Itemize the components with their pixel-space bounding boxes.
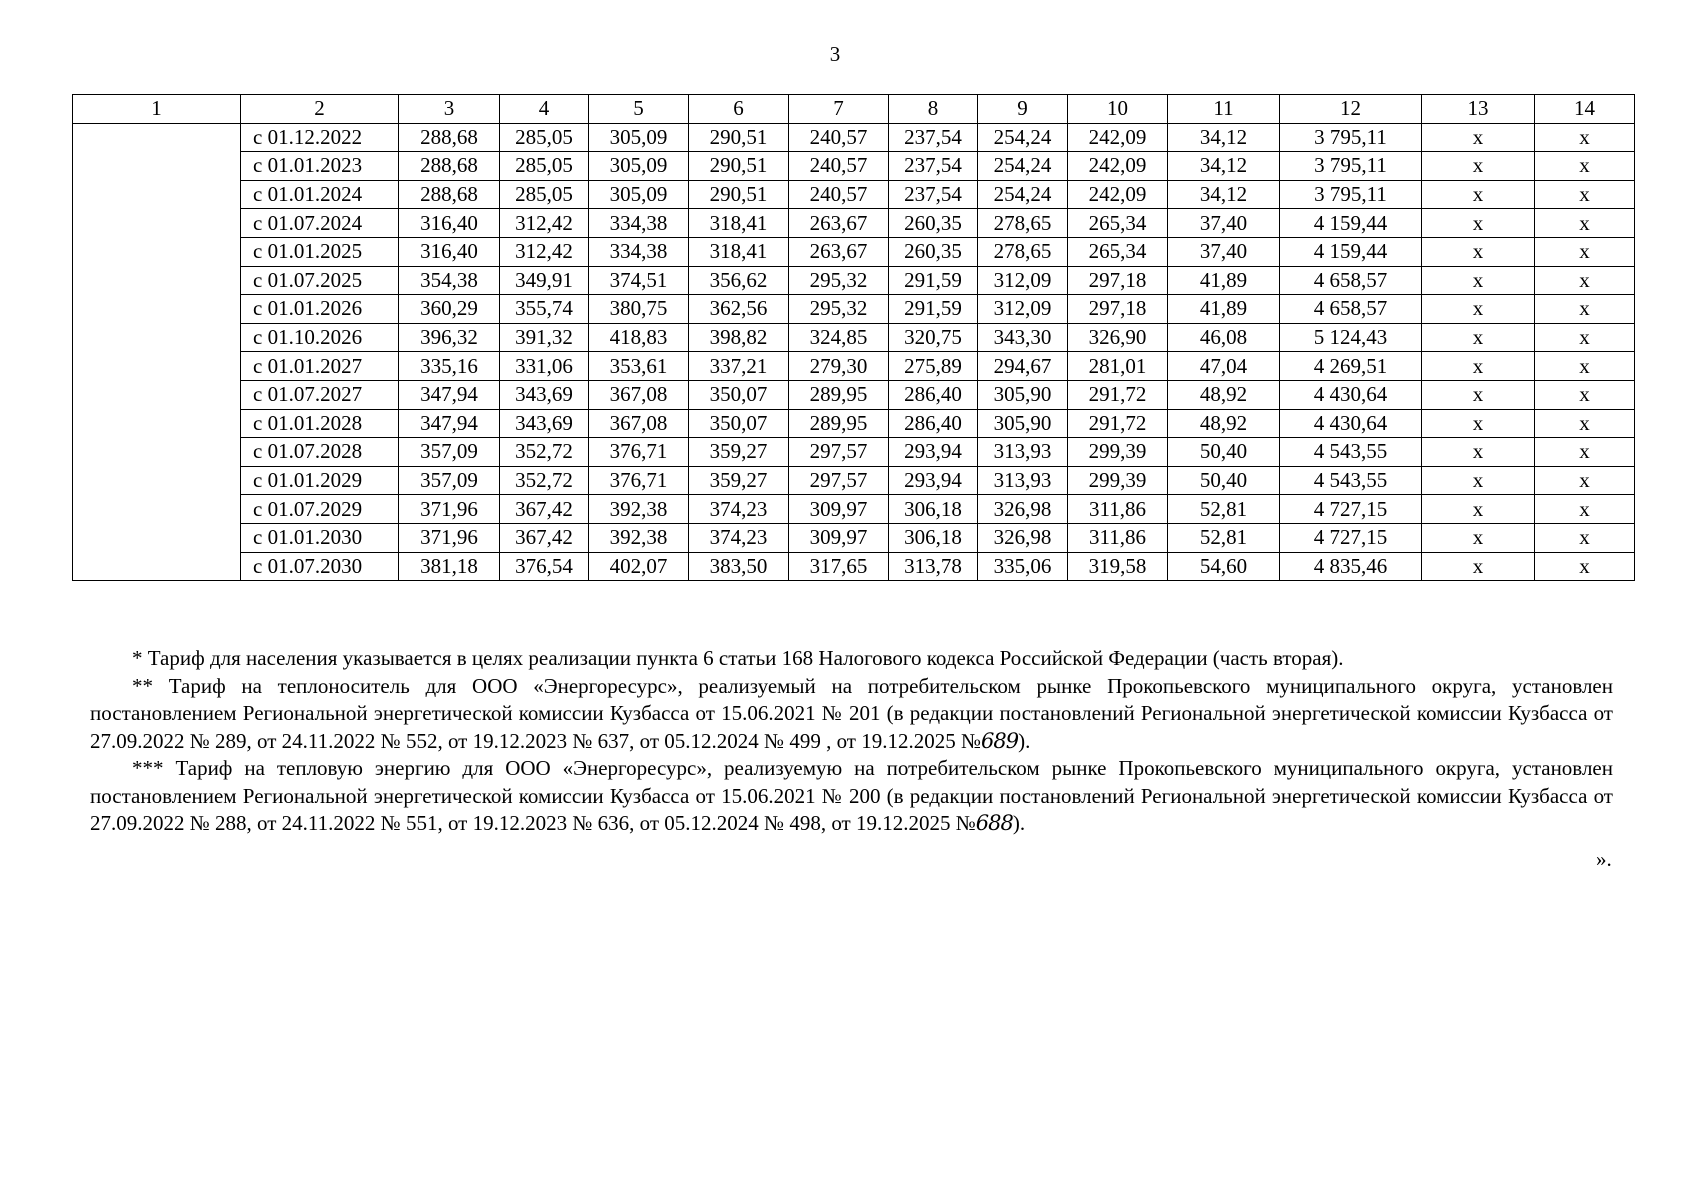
value-cell: 354,38 xyxy=(399,266,500,295)
value-cell: x xyxy=(1422,323,1535,352)
value-cell: 294,67 xyxy=(978,352,1068,381)
value-cell: 305,90 xyxy=(978,380,1068,409)
value-cell: x xyxy=(1422,495,1535,524)
table-row xyxy=(73,123,1635,152)
column-header: 5 xyxy=(589,95,689,124)
value-cell: 317,65 xyxy=(789,552,889,581)
value-cell: 356,62 xyxy=(689,266,789,295)
value-cell: x xyxy=(1422,409,1535,438)
column-header: 3 xyxy=(399,95,500,124)
column-header: 14 xyxy=(1535,95,1635,124)
table-row xyxy=(73,295,1635,324)
value-cell: 350,07 xyxy=(689,380,789,409)
value-cell: 288,68 xyxy=(399,152,500,181)
value-cell: 4 430,64 xyxy=(1280,380,1422,409)
table-row xyxy=(73,523,1635,552)
value-cell: 313,78 xyxy=(889,552,978,581)
column-header: 13 xyxy=(1422,95,1535,124)
value-cell: 331,06 xyxy=(500,352,589,381)
value-cell: x xyxy=(1422,209,1535,238)
value-cell: 367,08 xyxy=(589,409,689,438)
value-cell: 359,27 xyxy=(689,438,789,467)
value-cell: 316,40 xyxy=(399,237,500,266)
value-cell: x xyxy=(1535,409,1635,438)
value-cell: 263,67 xyxy=(789,237,889,266)
value-cell: 326,98 xyxy=(978,495,1068,524)
value-cell: 295,32 xyxy=(789,295,889,324)
table-row xyxy=(73,466,1635,495)
table-row xyxy=(73,237,1635,266)
value-cell: 4 430,64 xyxy=(1280,409,1422,438)
value-cell: 237,54 xyxy=(889,123,978,152)
value-cell: 260,35 xyxy=(889,209,978,238)
value-cell: 305,09 xyxy=(589,152,689,181)
value-cell: x xyxy=(1535,237,1635,266)
value-cell: 293,94 xyxy=(889,466,978,495)
value-cell: 334,38 xyxy=(589,237,689,266)
value-cell: 34,12 xyxy=(1168,123,1280,152)
value-cell: x xyxy=(1422,295,1535,324)
value-cell: 240,57 xyxy=(789,152,889,181)
value-cell: 3 795,11 xyxy=(1280,123,1422,152)
value-cell: 4 269,51 xyxy=(1280,352,1422,381)
value-cell: 374,23 xyxy=(689,495,789,524)
value-cell: 343,30 xyxy=(978,323,1068,352)
value-cell: 318,41 xyxy=(689,237,789,266)
value-cell: x xyxy=(1422,266,1535,295)
value-cell: x xyxy=(1535,552,1635,581)
value-cell: 311,86 xyxy=(1068,523,1168,552)
value-cell: 355,74 xyxy=(500,295,589,324)
column-header: 7 xyxy=(789,95,889,124)
value-cell: x xyxy=(1535,495,1635,524)
value-cell: 288,68 xyxy=(399,123,500,152)
value-cell: x xyxy=(1422,180,1535,209)
handwritten-number: 689 xyxy=(981,728,1019,753)
value-cell: 48,92 xyxy=(1168,380,1280,409)
period-cell: с 01.01.2024 xyxy=(241,180,399,209)
value-cell: 242,09 xyxy=(1068,152,1168,181)
value-cell: 374,23 xyxy=(689,523,789,552)
value-cell: 326,90 xyxy=(1068,323,1168,352)
value-cell: 352,72 xyxy=(500,438,589,467)
value-cell: 391,32 xyxy=(500,323,589,352)
table-row xyxy=(73,266,1635,295)
value-cell: 360,29 xyxy=(399,295,500,324)
value-cell: 237,54 xyxy=(889,180,978,209)
value-cell: x xyxy=(1422,352,1535,381)
value-cell: x xyxy=(1535,152,1635,181)
value-cell: 52,81 xyxy=(1168,495,1280,524)
value-cell: 380,75 xyxy=(589,295,689,324)
period-cell: с 01.01.2029 xyxy=(241,466,399,495)
value-cell: x xyxy=(1535,523,1635,552)
value-cell: 50,40 xyxy=(1168,438,1280,467)
value-cell: 290,51 xyxy=(689,123,789,152)
value-cell: 305,90 xyxy=(978,409,1068,438)
value-cell: 4 727,15 xyxy=(1280,495,1422,524)
handwritten-number: 688 xyxy=(975,811,1013,835)
value-cell: x xyxy=(1422,466,1535,495)
value-cell: 305,09 xyxy=(589,123,689,152)
value-cell: x xyxy=(1535,438,1635,467)
closing-quote: ». xyxy=(1596,847,1612,871)
value-cell: 265,34 xyxy=(1068,209,1168,238)
value-cell: 376,71 xyxy=(589,438,689,467)
value-cell: 291,59 xyxy=(889,295,978,324)
period-cell: с 01.01.2026 xyxy=(241,295,399,324)
value-cell: 240,57 xyxy=(789,123,889,152)
value-cell: 290,51 xyxy=(689,152,789,181)
period-cell: с 01.10.2026 xyxy=(241,323,399,352)
value-cell: 37,40 xyxy=(1168,209,1280,238)
value-cell: 311,86 xyxy=(1068,495,1168,524)
value-cell: 275,89 xyxy=(889,352,978,381)
value-cell: 4 543,55 xyxy=(1280,466,1422,495)
value-cell: x xyxy=(1535,466,1635,495)
value-cell: 299,39 xyxy=(1068,438,1168,467)
value-cell: 324,85 xyxy=(789,323,889,352)
value-cell: x xyxy=(1422,380,1535,409)
column-header: 12 xyxy=(1280,95,1422,124)
value-cell: 392,38 xyxy=(589,495,689,524)
value-cell: 297,18 xyxy=(1068,295,1168,324)
period-cell: с 01.07.2027 xyxy=(241,380,399,409)
value-cell: 286,40 xyxy=(889,409,978,438)
value-cell: 48,92 xyxy=(1168,409,1280,438)
value-cell: 337,21 xyxy=(689,352,789,381)
value-cell: 299,39 xyxy=(1068,466,1168,495)
value-cell: 263,67 xyxy=(789,209,889,238)
value-cell: 4 159,44 xyxy=(1280,237,1422,266)
value-cell: 313,93 xyxy=(978,466,1068,495)
value-cell: 297,18 xyxy=(1068,266,1168,295)
footnote-heat-carrier-tariff: ** Тариф на теплоноситель для ООО «Энергоресурс», реализуемый на потребительском рынке Прокопьевского муниципального округа, установлен постановлением Региональной энергетической комиссии Кузбасса от 15.06.2021 № 201 (в редакции постановлений Региональной энергетической комиссии Кузбасса от 27.09.2022 № 289, от 24.11.2022 № 552, от 19.12.2023 № 637, от 05.12.2024 № 499 , от 19.12.2025 №689). xyxy=(90,673,1613,753)
value-cell: 3 795,11 xyxy=(1280,180,1422,209)
column-header: 2 xyxy=(241,95,399,124)
value-cell: 320,75 xyxy=(889,323,978,352)
value-cell: 4 658,57 xyxy=(1280,295,1422,324)
value-cell: 326,98 xyxy=(978,523,1068,552)
value-cell: x xyxy=(1422,123,1535,152)
value-cell: 286,40 xyxy=(889,380,978,409)
value-cell: x xyxy=(1422,152,1535,181)
value-cell: 398,82 xyxy=(689,323,789,352)
table-row xyxy=(73,552,1635,581)
merged-column-1-cell xyxy=(73,123,241,581)
value-cell: 371,96 xyxy=(399,495,500,524)
value-cell: 367,08 xyxy=(589,380,689,409)
period-cell: с 01.01.2027 xyxy=(241,352,399,381)
value-cell: 316,40 xyxy=(399,209,500,238)
value-cell: 313,93 xyxy=(978,438,1068,467)
value-cell: 237,54 xyxy=(889,152,978,181)
value-cell: 279,30 xyxy=(789,352,889,381)
value-cell: 242,09 xyxy=(1068,180,1168,209)
value-cell: 343,69 xyxy=(500,380,589,409)
value-cell: 41,89 xyxy=(1168,295,1280,324)
value-cell: 260,35 xyxy=(889,237,978,266)
value-cell: 396,32 xyxy=(399,323,500,352)
value-cell: 349,91 xyxy=(500,266,589,295)
table-row xyxy=(73,438,1635,467)
value-cell: x xyxy=(1422,237,1535,266)
value-cell: 4 835,46 xyxy=(1280,552,1422,581)
tariff-table xyxy=(72,94,1635,581)
table-header-row xyxy=(73,95,1635,124)
value-cell: 254,24 xyxy=(978,180,1068,209)
value-cell: x xyxy=(1535,295,1635,324)
value-cell: 376,71 xyxy=(589,466,689,495)
value-cell: 383,50 xyxy=(689,552,789,581)
period-cell: с 01.07.2025 xyxy=(241,266,399,295)
value-cell: 240,57 xyxy=(789,180,889,209)
value-cell: 312,09 xyxy=(978,295,1068,324)
column-header: 4 xyxy=(500,95,589,124)
column-header: 8 xyxy=(889,95,978,124)
period-cell: с 01.01.2030 xyxy=(241,523,399,552)
value-cell: 285,05 xyxy=(500,123,589,152)
value-cell: 291,72 xyxy=(1068,409,1168,438)
value-cell: 295,32 xyxy=(789,266,889,295)
value-cell: x xyxy=(1535,209,1635,238)
value-cell: 318,41 xyxy=(689,209,789,238)
footnote-population-tariff: * Тариф для населения указывается в целях реализации пункта 6 статьи 168 Налогового кодекса Российской Федерации (часть вторая). xyxy=(132,646,1344,670)
value-cell: 306,18 xyxy=(889,523,978,552)
value-cell: 343,69 xyxy=(500,409,589,438)
value-cell: x xyxy=(1535,352,1635,381)
value-cell: 335,16 xyxy=(399,352,500,381)
value-cell: x xyxy=(1535,180,1635,209)
value-cell: 392,38 xyxy=(589,523,689,552)
column-header: 6 xyxy=(689,95,789,124)
value-cell: 254,24 xyxy=(978,152,1068,181)
value-cell: 297,57 xyxy=(789,466,889,495)
value-cell: 281,01 xyxy=(1068,352,1168,381)
value-cell: 376,54 xyxy=(500,552,589,581)
value-cell: 52,81 xyxy=(1168,523,1280,552)
table-row xyxy=(73,152,1635,181)
value-cell: 371,96 xyxy=(399,523,500,552)
table-row xyxy=(73,380,1635,409)
column-header: 10 xyxy=(1068,95,1168,124)
value-cell: 305,09 xyxy=(589,180,689,209)
value-cell: 41,89 xyxy=(1168,266,1280,295)
footnotes xyxy=(90,645,1613,838)
value-cell: 254,24 xyxy=(978,123,1068,152)
table-row xyxy=(73,209,1635,238)
value-cell: 289,95 xyxy=(789,380,889,409)
value-cell: 357,09 xyxy=(399,438,500,467)
table-row xyxy=(73,495,1635,524)
period-cell: с 01.12.2022 xyxy=(241,123,399,152)
value-cell: 309,97 xyxy=(789,495,889,524)
value-cell: 350,07 xyxy=(689,409,789,438)
value-cell: 353,61 xyxy=(589,352,689,381)
value-cell: 288,68 xyxy=(399,180,500,209)
value-cell: 265,34 xyxy=(1068,237,1168,266)
value-cell: 297,57 xyxy=(789,438,889,467)
value-cell: 347,94 xyxy=(399,409,500,438)
value-cell: 347,94 xyxy=(399,380,500,409)
value-cell: x xyxy=(1422,552,1535,581)
value-cell: 319,58 xyxy=(1068,552,1168,581)
value-cell: 334,38 xyxy=(589,209,689,238)
period-cell: с 01.07.2030 xyxy=(241,552,399,581)
value-cell: 4 543,55 xyxy=(1280,438,1422,467)
value-cell: 402,07 xyxy=(589,552,689,581)
value-cell: 37,40 xyxy=(1168,237,1280,266)
value-cell: 352,72 xyxy=(500,466,589,495)
period-cell: с 01.01.2028 xyxy=(241,409,399,438)
value-cell: 54,60 xyxy=(1168,552,1280,581)
column-header: 1 xyxy=(73,95,241,124)
value-cell: 4 727,15 xyxy=(1280,523,1422,552)
value-cell: 367,42 xyxy=(500,523,589,552)
value-cell: 309,97 xyxy=(789,523,889,552)
table-row xyxy=(73,323,1635,352)
value-cell: 34,12 xyxy=(1168,180,1280,209)
value-cell: 285,05 xyxy=(500,152,589,181)
period-cell: с 01.01.2025 xyxy=(241,237,399,266)
value-cell: 291,59 xyxy=(889,266,978,295)
value-cell: x xyxy=(1535,123,1635,152)
value-cell: 34,12 xyxy=(1168,152,1280,181)
value-cell: x xyxy=(1422,523,1535,552)
value-cell: 418,83 xyxy=(589,323,689,352)
value-cell: 359,27 xyxy=(689,466,789,495)
value-cell: 3 795,11 xyxy=(1280,152,1422,181)
value-cell: 290,51 xyxy=(689,180,789,209)
period-cell: с 01.07.2029 xyxy=(241,495,399,524)
value-cell: x xyxy=(1535,323,1635,352)
value-cell: 312,09 xyxy=(978,266,1068,295)
page-number: 3 xyxy=(829,42,841,66)
value-cell: 357,09 xyxy=(399,466,500,495)
value-cell: 335,06 xyxy=(978,552,1068,581)
column-header: 9 xyxy=(978,95,1068,124)
value-cell: 374,51 xyxy=(589,266,689,295)
value-cell: 242,09 xyxy=(1068,123,1168,152)
value-cell: 47,04 xyxy=(1168,352,1280,381)
value-cell: 291,72 xyxy=(1068,380,1168,409)
value-cell: 312,42 xyxy=(500,237,589,266)
value-cell: 362,56 xyxy=(689,295,789,324)
value-cell: 381,18 xyxy=(399,552,500,581)
value-cell: 4 658,57 xyxy=(1280,266,1422,295)
period-cell: с 01.07.2028 xyxy=(241,438,399,467)
value-cell: 306,18 xyxy=(889,495,978,524)
column-header: 11 xyxy=(1168,95,1280,124)
value-cell: 50,40 xyxy=(1168,466,1280,495)
value-cell: 46,08 xyxy=(1168,323,1280,352)
period-cell: с 01.01.2023 xyxy=(241,152,399,181)
value-cell: 285,05 xyxy=(500,180,589,209)
footnote-heat-energy-tariff: *** Тариф на тепловую энергию для ООО «Энергоресурс», реализуемую на потребительском рынке Прокопьевского муниципального округа, установлен постановлением Региональной энергетической комиссии Кузбасса от 15.06.2021 № 200 (в редакции постановлений Региональной энергетической комиссии Кузбасса от 27.09.2022 № 288, от 24.11.2022 № 551, от 19.12.2023 № 636, от 05.12.2024 № 498, от 19.12.2025 №688). xyxy=(90,756,1613,835)
table-row xyxy=(73,409,1635,438)
value-cell: x xyxy=(1422,438,1535,467)
value-cell: x xyxy=(1535,380,1635,409)
table-row xyxy=(73,180,1635,209)
value-cell: 278,65 xyxy=(978,237,1068,266)
table-row xyxy=(73,352,1635,381)
value-cell: 312,42 xyxy=(500,209,589,238)
value-cell: 293,94 xyxy=(889,438,978,467)
value-cell: 289,95 xyxy=(789,409,889,438)
period-cell: с 01.07.2024 xyxy=(241,209,399,238)
value-cell: 5 124,43 xyxy=(1280,323,1422,352)
value-cell: 367,42 xyxy=(500,495,589,524)
value-cell: 278,65 xyxy=(978,209,1068,238)
value-cell: x xyxy=(1535,266,1635,295)
value-cell: 4 159,44 xyxy=(1280,209,1422,238)
